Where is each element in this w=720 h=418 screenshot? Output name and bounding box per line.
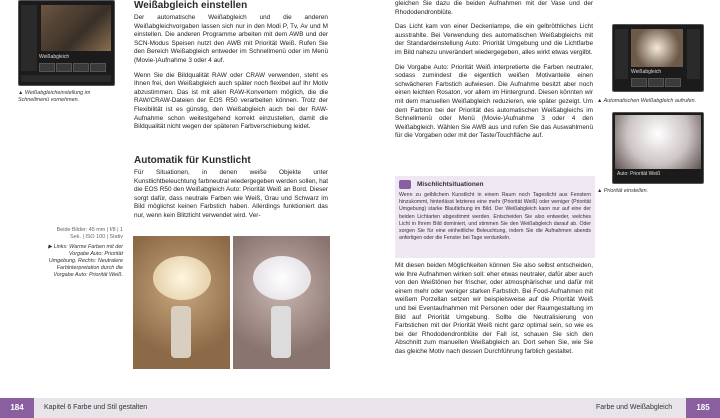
camera-screen-wb [612,24,704,92]
cam-label-right: Weißabgleich [631,69,662,75]
tip-box [395,176,595,258]
vase [171,306,191,358]
para-left-3: Für Situationen, in denen weiße Objekte unter Kunstlichtbeleuchtung farbneutral wiedergegeben werden sollen, hat die EOS R50 den Weißabgleich Auto: Priorität Weiß an Bord. Dieser sorgt dafür, dass neutrale Farben wie Weiß, Grau und Schwarz im Bild möglichst keinen Farbstich haben. Allerdings funktioniert das nur, wenn kein Blitzlicht verwendet wird. Ver- [134,169,328,219]
heading-weissabgleich: Weißabgleich einstellen [134,0,248,11]
lcd-label: Auto: Priorität Weiß [617,171,661,177]
para-left-1: Der automatische Weißabgleich und die anderen Weißabgleichvorgaben lassen sich nur in den Modi P, Tv, Av und M einstellen. Die anderen Programme arbeiten mit dem AWB und der SCN-Modus Speisen nutzt den AWB mit Priorität Weiß. Rufen Sie den Bereich Weißabgleich entweder im Schnellmenü oder im Menü (Movie-)Aufnahme 3 oder 4 auf. [134,14,328,64]
camera-screen-quickmenu [18,0,115,86]
exif-caption: Beide Bilder: 45 mm | f/8 | 1 Sek. | ISO 100 | Stativ [56,227,123,240]
flower-preview [615,115,701,169]
camera-icon [399,180,411,189]
photo-warm [133,236,230,369]
vase [271,306,291,358]
cam-label: Weißabgleich [39,54,70,60]
photo-caption: ▶ Links: Warme Farben mit der Vorgabe Auto: Priorität Umgebung. Rechts: Neutralere Farbinterpretation durch die Vorgabe Auto: Priorität Weiß. [47,244,123,278]
para-right-3: Die Vorgabe Auto: Priorität Weiß interpretierte die Farben neutraler, sodass zumindest die eigentlich weißen Motivanteile einen schwächeren Farbstich aufwiesen. Die Aufnahme besitzt aber noch einen leichten Rosaton, vor allem im Hintergrund. Diesen könnten wir mit dem manuellen Weißabgleich reduzieren, wie später gezeigt. Um dem Farbton bei der Priorität des automatischen Weißabgleichs im Schnellmenü oder Menü (Movie-)Aufnahme 3 oder 4 den Weißabgleich. Wählen Sie AWB aus und rufen Sie das Auswahlmenü für die Vorgaben oder mit der Taste/Touchfläche auf. [395,63,593,140]
footer-left-title: Kapitel 6 Farbe und Stil gestalten [44,404,148,411]
photo-neutral [233,236,330,369]
tip-title: Mischlichtsituationen [417,181,484,188]
flower-blossom [253,256,311,300]
para-right-4: Mit diesen beiden Möglichkeiten können Sie also selbst entscheiden, wie Ihre Aufnahmen wirken soll: eher etwas neutraler, dafür aber auch von den Weißtönen her frischer, oder atmosphärischer und dafür mit einem mehr oder weniger starken Farbstich. Bei Food-Aufnahmen mit weißem Porzellan setzen wir beispielsweise auf die Priorität Weiß und bei Eventaufnahmen mit Personen oder der Raumgestaltung im Bild auf Priorität Umgebung. Sollte die Neutralisierung von Farbstichen mit der Priorität Weiß nicht ganz optimal sein, so wie es bei der Rhododendronblüte der Fall ist, schauen Sie sich den Abschnitt zum manuellen Weißabgleich an. Dort sehen Sie, wie Sie das gleiche Motiv nach dessen Durchführung farblich gestaltet. [395,262,593,355]
tip-text: Wenn zu gelblichem Kunstlicht in einem Raum noch Tageslicht aus Fenstern hinzukommt, hinterlässt letzteres eine mehr (Priorität Weiß) oder weniger (Priorität Umgebung) starke Blaufärbung im Bild. Der Weißabgleich kann nur auf eine der beiden Lichtarten abgestimmt werden. Entscheiden Sie also entweder, welches Licht in Ihrem Bild dominiert, und stimmen Sie den Weißabgleich darauf ab. Oder sorgen Sie für eine einheitliche Beleuchtung, indem Sie die Aufnahmen abends anfertigen oder die Fenster bei Tage verdunkeln. [399,192,591,242]
cam-caption-right: ▲ Automatischen Weißabgleich aufrufen. [597,98,697,104]
footer-right-title: Farbe und Weißabgleich [596,404,673,411]
para-left-2: Wenn Sie die Bildqualität RAW oder CRAW verwenden, steht es Ihnen frei, den Weißabgleich auch später noch flexibel auf Ihr Motiv abzustimmen. Das ist mit allen RAW-Konvertern möglich, die die RAW/CRAW-Dateien der EOS R50 verarbeiten können. Trotz der Flexibilität ist es günstig, den Weißabgleich auch bei der RAW-Aufnahme schon weitestgehend korrekt einzustellen, damit die Bildqualität nicht wegen der späteren Farbverschiebung leidet. [134,71,328,131]
heading-kunstlicht: Automatik für Kunstlicht [134,155,251,166]
lcd-caption: ▲ Priorität einstellen. [597,188,649,194]
para-right-2: Das Licht kam von einer Deckenlampe, die ein gelbröthliches Licht ausstrahlte. Bei Verwendung des automatischen Weißabgleichs mit der Standardeinstellung Auto: Priorität Umgebung und die Lichtfarbe im Bild nahezu unverändert wiedergegeben, alles wirkt etwas vergilbt. [395,23,593,56]
camera-lcd-priority [612,112,704,184]
flower-blossom [153,256,211,300]
flower-preview [631,29,683,67]
para-right-1: gleichen Sie dazu die beiden Aufnahmen mit der Vase und der Rhododendronblüte. [395,0,593,16]
animal-photo [41,5,111,51]
page-number-right: 185 [686,398,720,418]
cam-caption: ▲ Weißabgleicheinstellung im Schnellmenü vornehmen. [18,90,91,103]
page-number-left: 184 [0,398,34,418]
